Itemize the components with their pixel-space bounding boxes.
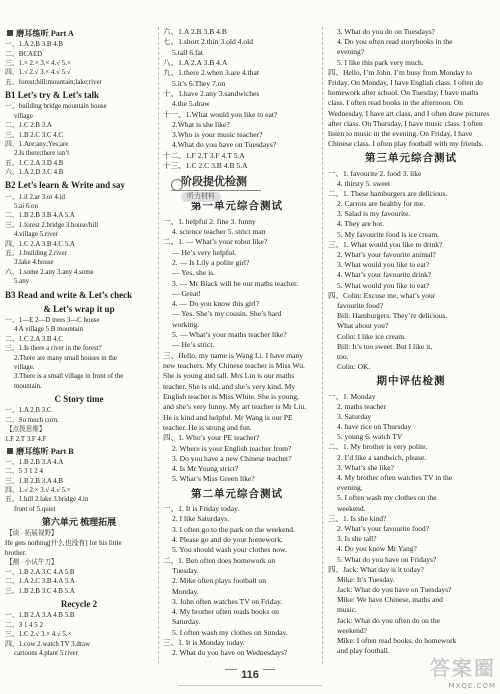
section-header — [5, 446, 153, 457]
test-title: 期中评估检测 — [376, 376, 446, 388]
answer-line: Monday. — [172, 586, 199, 596]
test-title: 第三单元综合测试 — [365, 153, 457, 165]
answer-line: brother. — [5, 549, 27, 557]
answer-line: 4. They are hot. — [337, 219, 385, 229]
answer-line: 4.village 5.river — [14, 231, 58, 239]
answer-line: — Yes, she is. — [172, 268, 216, 278]
answer-line: 一、1.B 2.A 3.A 4.B 5.B — [5, 612, 75, 620]
banner-subtitle: 听力材料 — [181, 192, 221, 202]
answer-line: 三、1.Is there a river in the forest? — [5, 345, 102, 353]
answer-line: front of 5.quiet — [14, 505, 56, 513]
answer-line: 二、1. — What’s your robot like? — [163, 237, 268, 247]
answer-line: working. — [172, 319, 200, 329]
answer-line: 一、building bridge mountain house — [5, 103, 107, 111]
watermark-text: 答案圈 — [430, 656, 496, 681]
answer-line: 五、1.hill 2.lake 3.bridge 4.in — [5, 496, 89, 504]
answer-line: cartoons 4.plant 5.river — [14, 649, 78, 657]
answer-line: 十二、1.F 2.T 3.F 4.T 5.A — [163, 150, 245, 160]
answer-line: 2. What’s your favourite food? — [337, 523, 430, 533]
answer-line: 四、1.C 2.A 3.B 4.C 5.A — [5, 240, 75, 248]
answer-line: evening. — [337, 483, 363, 493]
answer-line: Saturday. — [172, 617, 201, 627]
answer-line: 2. Mike often plays football on — [172, 576, 267, 586]
answer-line: 一、1—E 2—D trees 3—C house — [5, 317, 100, 325]
answer-line: 一、1.il 2.ar 3.or 4.id — [5, 193, 65, 201]
answer-line: 5. — What’s your maths teacher like? — [172, 330, 287, 340]
note-tag: 【点拨思维】 — [6, 426, 46, 434]
answer-line: 八、1.A 2.A 3.B 4.A — [163, 57, 228, 67]
answer-line: evening? — [337, 47, 365, 57]
answer-line: 4. Is Mr Young strict? — [172, 464, 239, 474]
answer-line: 4. My brother often reads books on — [172, 607, 279, 617]
leaf-icon — [263, 669, 275, 676]
column-divider — [322, 27, 323, 664]
answer-line: 三、1.C 2.√ 3.× 4.√ 5.× — [5, 631, 72, 639]
watermark-url: MXQE.COM — [448, 682, 496, 691]
answer-line: 七、1.short 2.thin 3.old 4.old — [163, 37, 254, 47]
answer-line: 5.ai 6.ou — [14, 203, 38, 211]
lesson-heading: Recycle 2 — [60, 599, 98, 610]
answer-line: 5. What would you like to eat? — [337, 280, 430, 290]
answer-line: 3. John often watches TV on Friday. — [172, 596, 283, 606]
answer-line: 4. What’s your favourite drink? — [337, 270, 432, 280]
answer-line: 二、1. My brother is very polite. — [328, 442, 428, 452]
answer-line: 十三、1.C 2.C 3.B 4.B 5.A — [163, 161, 248, 171]
answer-line: 三、1.B 2.B 3.C 4.B 5.A — [5, 587, 75, 595]
answer-line: 六、1.some 2.any 3.any 4.some — [5, 268, 94, 276]
answer-line: 2. — Is Lily a polite girl? — [172, 257, 250, 267]
answer-line: 5. What do you have on Fridays? — [337, 554, 437, 564]
answer-line: 一、1.B 2.A 3.C 4.A 5.B — [5, 568, 75, 576]
answer-line: 2.What is she like? — [172, 119, 230, 129]
answer-line: 六、1.A 2.B 3.B 4.B — [163, 27, 227, 36]
answer-line: 3.There is a small village in front of the — [14, 373, 124, 381]
answer-line: 2. Carrots are healthy for me. — [337, 199, 426, 209]
answer-column-middle — [163, 27, 311, 659]
lesson-heading: 第六单元 梳理拓展 — [41, 517, 117, 528]
answer-line: 2. I’d like a sandwich, please. — [337, 452, 427, 462]
answer-line: 四、1.√ 2.× 3.√ 4.√ 5.× — [5, 486, 71, 494]
answer-line: 二、1. Ben often does homework on — [163, 555, 276, 565]
answer-line: 三、1.B 2.B 3.A 4.B — [5, 477, 64, 485]
answer-line: 5. What’s Miss Green like? — [172, 474, 255, 484]
answer-line: Mike: It’s Tuesday. — [337, 574, 395, 584]
answer-line: 二、3 1 4 5 2 — [5, 621, 43, 629]
answer-line: 3. What would you like to eat? — [337, 260, 430, 270]
answer-line: 四、1.√ 2.√ 3.× 4.√ 5.√ — [5, 69, 71, 77]
answer-line: 三、1.B 2.C 3.C 4.C — [5, 131, 64, 139]
answer-line: 3.Who is your music teacher? — [172, 130, 263, 140]
answer-line: — Yes. She’s my cousin. She’s hard — [172, 309, 282, 319]
answer-line: — He’s very helpful. — [172, 247, 237, 257]
answer-line: 4. science teacher 5. strict man — [172, 226, 266, 236]
square-bullet-icon — [7, 30, 13, 36]
answer-line: Bill: It’s too sweet. But I like it, — [337, 341, 433, 351]
answer-line: 1.F 2.T 3.F 4.F — [5, 436, 47, 444]
answer-paragraph: 四、Hello, I’m John. I’m busy from Monday to Friday. On Monday, I have English class. I often do homework after school. On Tuesday, I have maths class. I often read books in the afternoon. On Wednesday, I have art class, and I often draw pictures after class. On Thursday, I have music class. I often listen to music in the evening. On Friday, I have Chinese class. I often play football with my friends. — [328, 67, 490, 149]
answer-column-right — [328, 27, 494, 656]
answer-line: 二、1.C 2.B 3.A — [5, 122, 52, 130]
answer-line: music. — [337, 605, 357, 615]
answer-line: Colin: I like ice cream. — [337, 331, 406, 341]
answer-line: 3. Saturday — [337, 411, 372, 421]
square-bullet-icon — [7, 448, 13, 454]
answer-line: He gets nothing[什么也没有] for his little — [5, 540, 122, 548]
note-tag: 【读 · 拓展视野】 — [6, 530, 58, 538]
answer-line: and play football. — [337, 646, 390, 656]
answer-line: 3. — Mr Black will be our maths teacher. — [172, 278, 299, 288]
answer-line: Jack: What do you have on Tuesdays? — [337, 585, 452, 595]
answer-line: 三、1.× 2.× 3.× 4.√ 5.× — [5, 59, 71, 67]
answer-line: Colin: OK. — [337, 362, 371, 372]
answer-line: 2.Is there;there isn’t — [14, 150, 70, 158]
lesson-heading: & Let’s wrap it up — [43, 303, 115, 314]
answer-line: 3. Is she tall? — [337, 534, 377, 544]
answer-line: 二、1.A 2.C 3.B 4.A 5.A — [5, 578, 75, 586]
test-title: 第一单元综合测试 — [191, 201, 283, 213]
answer-line: 4.the 5.draw — [172, 99, 210, 109]
answer-line: 三、1.forest 2.bridge 3.house/hill — [5, 221, 99, 229]
banner-title: 阶段提优检测 — [171, 175, 261, 191]
answer-line: 4.What do you have on Tuesdays? — [172, 140, 277, 150]
answer-line: 2. I like Saturdays. — [172, 514, 230, 524]
page-number-text: 116 — [241, 669, 259, 682]
answer-line: 5.tall 6.fat — [172, 47, 203, 57]
answer-line: 二、1. These hamburgers are delicious. — [328, 188, 448, 198]
answer-line: 一、1. Monday — [328, 391, 376, 401]
answer-line: 2. What’s your favourite animal? — [337, 250, 436, 260]
answer-line: 二、1.C 2.A 3.B 4.C — [5, 335, 64, 343]
answer-line: 二、5 3 1 2 4 — [5, 468, 43, 476]
answer-line: 二、So much corn. — [5, 416, 59, 424]
answer-line: 5. I often wash my clothes on Sunday. — [172, 627, 288, 637]
answer-line: 4. My brother often watches TV in the — [337, 473, 453, 483]
answer-line: 九、1.there 2.when 3.are 4.that — [163, 68, 259, 78]
answer-line: village — [14, 112, 33, 120]
answer-line: 十、1.have 2.any 3.sandwiches — [163, 88, 260, 98]
answer-line: 5.any — [14, 278, 30, 286]
answer-line: weekend. — [337, 503, 366, 513]
answer-line: 一、1. helpful 2. fine 3. funny — [163, 216, 256, 226]
answer-line: 五、1.C 2.A 3.D 4.B — [5, 159, 64, 167]
answer-line: 四、1.cow 2.watch TV 3.draw — [5, 640, 91, 648]
lesson-heading: B2 Let’s learn & Write and say — [5, 180, 125, 191]
answer-line: 十一、1.What would you like to eat? — [163, 109, 278, 119]
answer-line: 一、1.A 2.B 3.C — [5, 407, 52, 415]
answer-line: 3. What’s she like? — [337, 462, 394, 472]
answer-line: 三、1. Is she kind? — [328, 513, 387, 523]
answer-line: — Great! — [172, 288, 201, 298]
answer-line: 4. thirsty 5. sweet — [337, 178, 391, 188]
answer-line: 4. Do you often read storybooks in the — [337, 37, 453, 47]
answer-line: 二、1.B 2.B 3.B 4.A 5.A — [5, 212, 75, 220]
note-tag: 【测 · 小试牛刀】 — [6, 559, 58, 567]
answer-line: Jack: What do you often do on the — [337, 615, 440, 625]
answer-line: 5. I often wash my clothes on the — [337, 493, 437, 503]
answer-line: too. — [337, 351, 349, 361]
answer-line: 3. I often go to the park on the weekend. — [172, 524, 295, 534]
answer-line: 一、1.A 2.B 3.B 4.B — [5, 41, 64, 49]
answer-line: Mike: We have Chinese, maths and — [337, 595, 443, 605]
answer-line: 2. Where is your English teacher from? — [172, 443, 292, 453]
answer-line: 5. My favourite food is ice cream. — [337, 229, 440, 239]
answer-line: 2. What do you have on Wednesdays? — [172, 648, 288, 658]
answer-line: 3. Salad is my favourite. — [337, 209, 411, 219]
answer-line: weekend? — [337, 625, 367, 635]
answer-line: 2.There are many small houses in the — [14, 354, 117, 362]
answer-paragraph: 三、Hello, my name is Wang Li. I have many new teachers. My Chinese teacher is Miss Wu. She is young and tall. Mrs Lin is our maths teacher. She is old, and she’s very kind. My English teacher is Miss White. She is young, and she’s very funny. My art teacher is Mr Liu. He is kind and helpful. Mr Wang is our PE teacher. He is strong and fun. — [163, 350, 307, 432]
answer-line: 5. I like this park very much. — [337, 57, 424, 67]
answer-line: 4. have rice on Thursday — [337, 422, 412, 432]
answer-column-left — [5, 27, 153, 658]
answer-line: — He’s strict. — [172, 340, 215, 350]
answer-line: mountain. — [14, 382, 42, 390]
answer-line: Mike: I often read books, do homework — [337, 636, 457, 646]
watermark — [430, 655, 496, 692]
answer-line: 2. maths teacher — [337, 401, 386, 411]
answer-line: 五、forest;hill;mountain;lake;river — [5, 78, 102, 86]
lesson-heading: B1 Let’s try & Let’s talk — [5, 90, 100, 101]
column-divider — [158, 27, 159, 664]
answer-line: 五、1.building 2.river — [5, 250, 67, 258]
answer-line: 一、1. favourite 2. food 3. like — [328, 168, 422, 178]
answer-line: 3.lake 4.house — [14, 259, 54, 267]
answer-line: Bill: Hamburgers. They’re delicious. — [337, 311, 448, 321]
answer-line: 3. Do you have a new Chinese teacher? — [172, 453, 292, 463]
answer-line: 3. What do you do on Tuesdays? — [337, 27, 435, 36]
answer-line: 四、Colin: Excuse me, what’s your — [328, 290, 436, 300]
answer-line: 四、1. Who’s your PE teacher? — [163, 433, 260, 443]
lesson-heading: C Story time — [54, 394, 104, 405]
test-title: 第二单元综合测试 — [191, 488, 283, 500]
section-header-text: 磨耳练听 Part B — [16, 446, 74, 456]
answer-line: 4. Please go and do your homework. — [172, 534, 283, 544]
stage-banner — [171, 175, 311, 201]
answer-line: What about you? — [337, 321, 389, 331]
answer-line: 5.it’s 6.They 7.on — [172, 78, 226, 88]
answer-line: 5. young 6. watch TV — [337, 432, 403, 442]
answer-line: 四、Jack: What day is it today? — [328, 564, 424, 574]
answer-line: favourite food? — [337, 300, 384, 310]
answer-line: 4. Do you know Mr Yang? — [337, 544, 417, 554]
answer-line: 四、1.Are;any;Yes;are — [5, 140, 69, 148]
leaf-icon — [225, 669, 237, 676]
section-header-text: 磨耳练听 Part A — [16, 29, 74, 38]
section-header — [5, 28, 153, 39]
answer-line: 三、1. What would you like to drink? — [328, 239, 443, 249]
answer-line: 一、1. It is Friday today. — [163, 504, 240, 514]
answer-line: 二、BCAED — [5, 50, 43, 58]
answer-line: 4. — Do you know this girl? — [172, 299, 260, 309]
page-number — [0, 668, 500, 683]
answer-line: village. — [14, 364, 35, 372]
answer-line: 六、1.A 2.D 3.C 4.B — [5, 169, 64, 177]
answer-line: 4 A village 5 B mountain — [14, 326, 84, 334]
answer-line: Tuesday. — [172, 565, 199, 575]
answer-line: 5. You should wash your clothes now. — [172, 545, 287, 555]
lesson-heading: B3 Read and write & Let’s check — [5, 289, 133, 300]
answer-line: 三、1. It is Monday today. — [163, 638, 245, 648]
answer-line: 一、1.B 2.B 3.A 4.A — [5, 458, 64, 466]
